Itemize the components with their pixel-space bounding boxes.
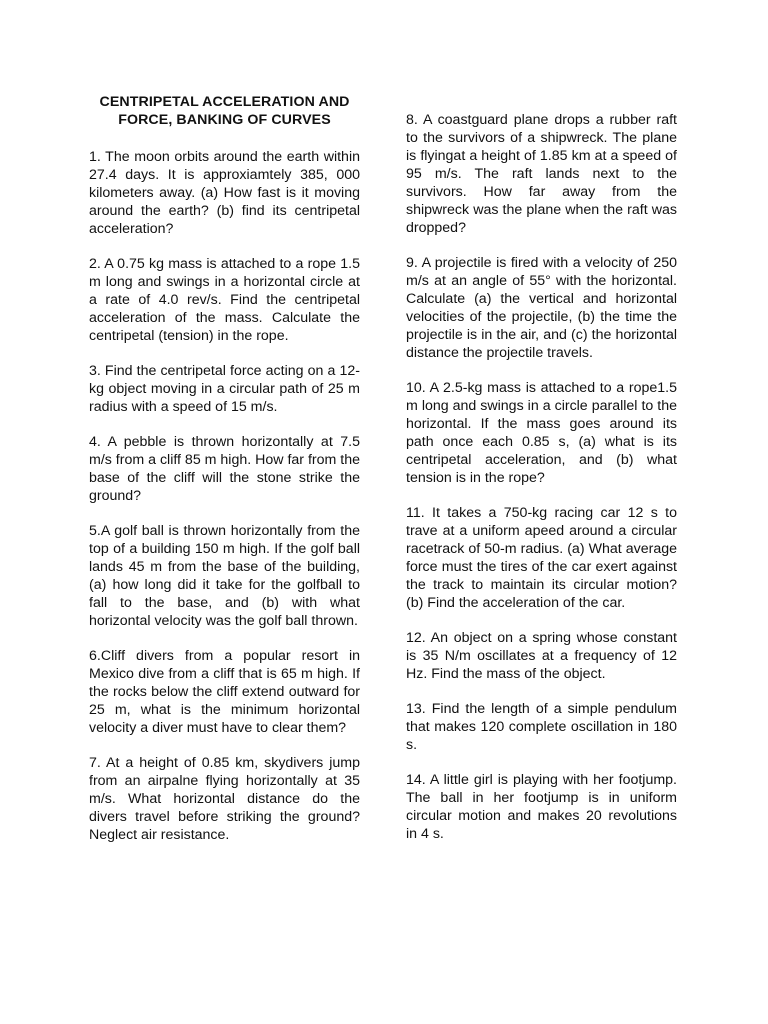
document-title: CENTRIPETAL ACCELERATION AND FORCE, BANKING OF CURVES (99, 94, 350, 128)
right-column (406, 111, 677, 860)
problem-7: 7. At a height of 0.85 km, skydivers jump from an airpalne flying horizontally at 35 m/s. What horizontal distance do the divers travel before striking the ground? Neglect air resistance. (89, 755, 360, 843)
problem-10: 10. A 2.5-kg mass is attached to a rope1.5 m long and swings in a circle parallel to the horizontal. If the mass goes around its path once each 0.85 s, (a) what is its centripetal acceleration, and (b) what tension is in the rope? (406, 380, 677, 486)
problem-6: 6.Cliff divers from a popular resort in Mexico dive from a cliff that is 65 m high. If the rocks below the cliff extend outward for 25 m, what is the minimum horizontal velocity a diver must have to clear them? (89, 648, 360, 736)
problem-3: 3. Find the centripetal force acting on a 12-kg object moving in a circular path of 25 m radius with a speed of 15 m/s. (89, 363, 360, 415)
problem-11: 11. It takes a 750-kg racing car 12 s to trave at a uniform apeed around a circular racetrack of 50-m radius. (a) What average force must the tires of the car exert against the track to maintain its circular motion? (b) Find the acceleration of the car. (406, 505, 677, 611)
problem-5: 5.A golf ball is thrown horizontally from the top of a building 150 m high. If the golf ball lands 45 m from the base of the building, (a) how long did it take for the golfball to fall to the base, and (b) with what horizontal velocity was the golf ball thrown. (89, 523, 360, 629)
problem-13: 13. Find the length of a simple pendulum that makes 120 complete oscillation in 180 s. (406, 701, 677, 753)
problem-14: 14. A little girl is playing with her footjump. The ball in her footjump is in uniform circular motion and makes 20 revolutions in 4 s. (406, 772, 677, 842)
left-column (89, 93, 360, 861)
problem-2: 2. A 0.75 kg mass is attached to a rope 1.5 m long and swings in a horizontal circle at a rate of 4.0 rev/s. Find the centripetal acceleration of the mass. Calculate the centripetal (tension) in the rope. (89, 256, 360, 344)
problem-4: 4. A pebble is thrown horizontally at 7.5 m/s from a cliff 85 m high. How far from the base of the cliff will the stone strike the ground? (89, 434, 360, 504)
problem-1: 1. The moon orbits around the earth within 27.4 days. It is approxiamtely 385, 000 kilometers away. (a) How fast is it moving around the earth? (b) find its centripetal acceleration? (89, 149, 360, 237)
problem-12: 12. An object on a spring whose constant is 35 N/m oscillates at a frequency of 12 Hz. Find the mass of the object. (406, 630, 677, 682)
problem-9: 9. A projectile is fired with a velocity of 250 m/s at an angle of 55° with the horizontal. Calculate (a) the vertical and horizontal velocities of the projectile, (b) the time the projectile is in the air, and (c) the horizontal distance the projectile travels. (406, 255, 677, 361)
problem-8: 8. A coastguard plane drops a rubber raft to the survivors of a shipwreck. The plane is flyingat a height of 1.85 km at a speed of 95 m/s. The raft lands next to the survivors. How far away from the shipwreck was the plane when the raft was dropped? (406, 112, 677, 236)
